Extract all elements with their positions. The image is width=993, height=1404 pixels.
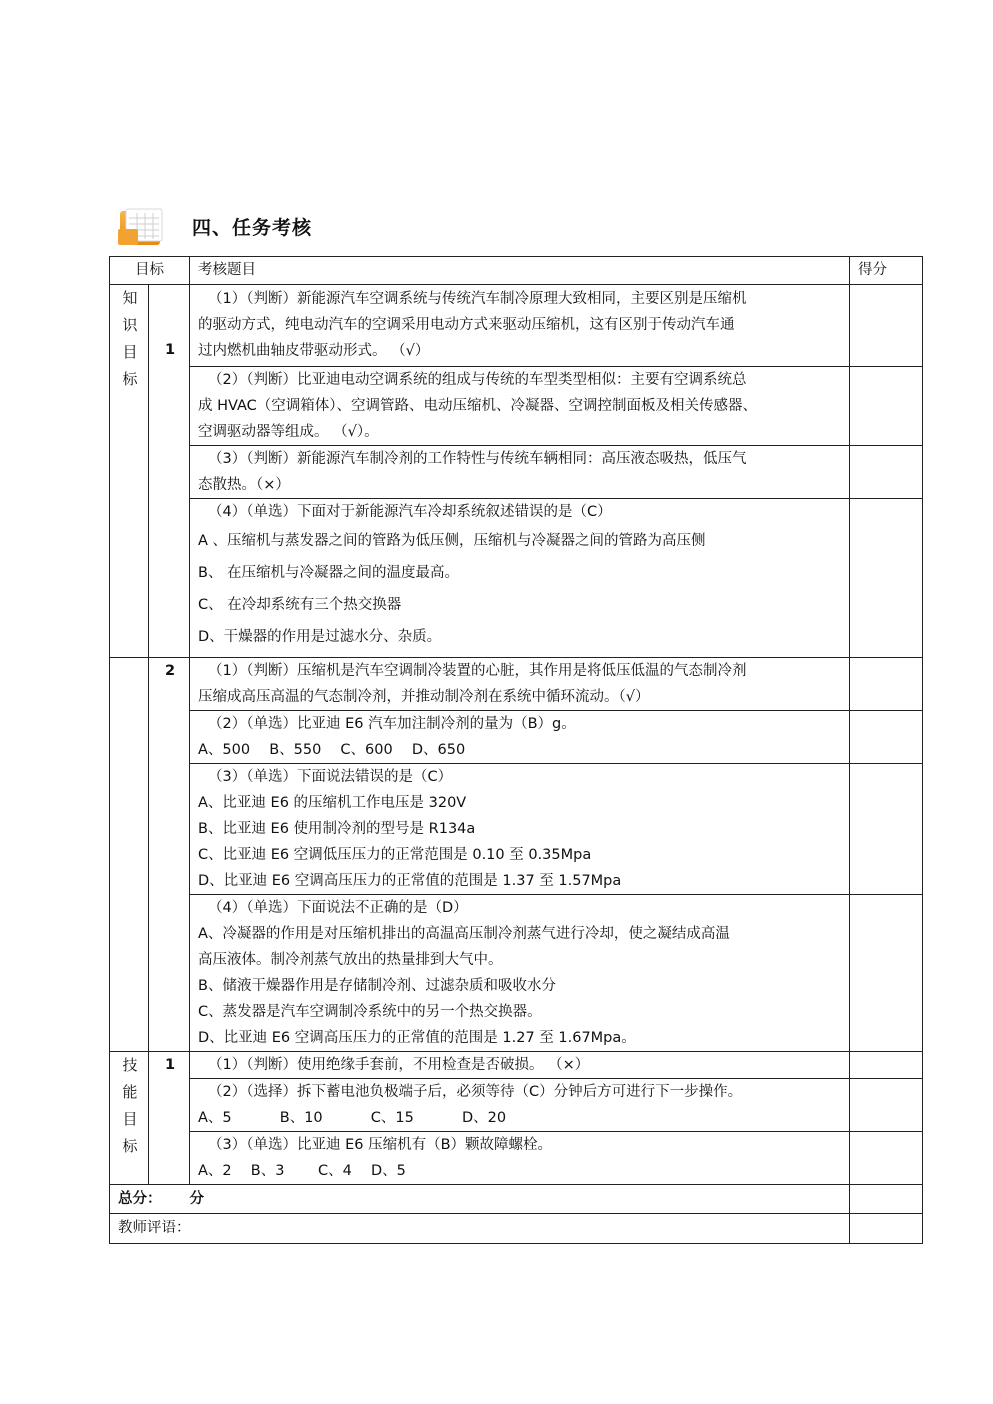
table-row bbox=[110, 499, 923, 658]
question-cell: （3）（单选）比亚迪 E6 压缩机有（B）颗故障螺栓。 A、2 B、3 C、4 D、5 bbox=[190, 1132, 850, 1185]
table-row bbox=[110, 895, 923, 1052]
comment-row bbox=[110, 1214, 923, 1244]
question-cell: （4）（单选）下面对于新能源汽车冷却系统叙述错误的是（C） A 、压缩机与蒸发器之间的管路为低压侧，压缩机与冷凝器之间的管路为高压侧 B、 在压缩机与冷凝器之间的温度最高。 C、 在冷却系统有三个热交换器 D、干燥器的作用是过滤水分、杂质。 bbox=[190, 499, 850, 658]
question-cell: （1）（判断）压缩机是汽车空调制冷装置的心脏，其作用是将低压低温的气态制冷剂 压缩成高压高温的气态制冷剂，并推动制冷剂在系统中循环流动。（√） bbox=[190, 658, 850, 711]
score-cell[interactable] bbox=[850, 895, 923, 1052]
total-row bbox=[110, 1185, 923, 1214]
total-value: 分 bbox=[189, 1191, 204, 1207]
total-cell bbox=[110, 1185, 850, 1214]
score-cell[interactable] bbox=[850, 446, 923, 499]
header-score: 得分 bbox=[850, 257, 923, 285]
header-goal: 目标 bbox=[110, 257, 190, 285]
table-row bbox=[110, 1132, 923, 1185]
question-cell: （2）（判断）比亚迪电动空调系统的组成与传统的车型类型相似：主要有空调系统总 成 HVAC（空调箱体）、空调管路、电动压缩机、冷凝器、空调控制面板及相关传感器、 空调驱动器等组成。 （√）。 bbox=[190, 367, 850, 446]
table-row bbox=[110, 1052, 923, 1079]
score-cell[interactable] bbox=[850, 1052, 923, 1079]
comment-label: 教师评语： bbox=[118, 1220, 191, 1236]
group-number: 2 bbox=[149, 658, 190, 1052]
table-row bbox=[110, 446, 923, 499]
question-cell: （3）（判断）新能源汽车制冷剂的工作特性与传统车辆相同：高压液态吸热，低压气 态散热。（×） bbox=[190, 446, 850, 499]
score-cell[interactable] bbox=[850, 1132, 923, 1185]
table-header bbox=[110, 257, 923, 285]
calendar-icon bbox=[116, 205, 168, 247]
group-number: 1 bbox=[149, 1052, 190, 1185]
section-heading bbox=[116, 204, 312, 248]
score-cell[interactable] bbox=[850, 499, 923, 658]
comment-cell[interactable] bbox=[110, 1214, 850, 1244]
total-label: 总分： bbox=[118, 1191, 162, 1207]
knowledge-category: 知 识 目 标 bbox=[110, 285, 149, 658]
question-cell: （3）（单选）下面说法错误的是（C） A、比亚迪 E6 的压缩机工作电压是 320V B、比亚迪 E6 使用制冷剂的型号是 R134a C、比亚迪 E6 空调低压压力的正常范围是 0.10 至 0.35Mpa D、比亚迪 E6 空调高压压力的正常值的范围是 1.37 至 1.57Mpa bbox=[190, 764, 850, 895]
score-cell[interactable] bbox=[850, 764, 923, 895]
question-cell: （1）（判断）使用绝缘手套前，不用检查是否破损。 （×） bbox=[190, 1052, 850, 1079]
score-cell[interactable] bbox=[850, 285, 923, 367]
table-row bbox=[110, 764, 923, 895]
total-score-cell[interactable] bbox=[850, 1185, 923, 1214]
comment-score-cell bbox=[850, 1214, 923, 1244]
group-number: 1 bbox=[149, 285, 190, 658]
category-blank bbox=[110, 658, 149, 1052]
table-row bbox=[110, 367, 923, 446]
table-row bbox=[110, 711, 923, 764]
table-row bbox=[110, 1079, 923, 1132]
question-cell: （2）（单选）比亚迪 E6 汽车加注制冷剂的量为（B）g。 A、500 B、550 C、600 D、650 bbox=[190, 711, 850, 764]
table-row bbox=[110, 285, 923, 367]
score-cell[interactable] bbox=[850, 1079, 923, 1132]
question-cell: （4）（单选）下面说法不正确的是（D） A、冷凝器的作用是对压缩机排出的高温高压制冷剂蒸气进行冷却，使之凝结成高温 高压液体。制冷剂蒸气放出的热量排到大气中。 B、储液干燥器作用是存储制冷剂、过滤杂质和吸收水分 C、蒸发器是汽车空调制冷系统中的另一个热交换器。 D、比亚迪 E6 空调高压压力的正常值的范围是 1.27 至 1.67Mpa。 bbox=[190, 895, 850, 1052]
table-row bbox=[110, 658, 923, 711]
header-topic: 考核题目 bbox=[190, 257, 850, 285]
question-cell: （2）（选择）拆下蓄电池负极端子后，必须等待（C）分钟后方可进行下一步操作。 A、5 B、10 C、15 D、20 bbox=[190, 1079, 850, 1132]
score-cell[interactable] bbox=[850, 658, 923, 711]
question-cell: （1）（判断）新能源汽车空调系统与传统汽车制冷原理大致相同，主要区别是压缩机 的驱动方式，纯电动汽车的空调采用电动方式来驱动压缩机，这有区别于传动汽车通 过内燃机曲轴皮带驱动形式。 （√） bbox=[190, 285, 850, 367]
score-cell[interactable] bbox=[850, 367, 923, 446]
page-title: 四、任务考核 bbox=[192, 216, 313, 239]
score-cell[interactable] bbox=[850, 711, 923, 764]
assessment-table bbox=[109, 256, 923, 1244]
skill-category: 技 能 目 标 bbox=[110, 1052, 149, 1185]
